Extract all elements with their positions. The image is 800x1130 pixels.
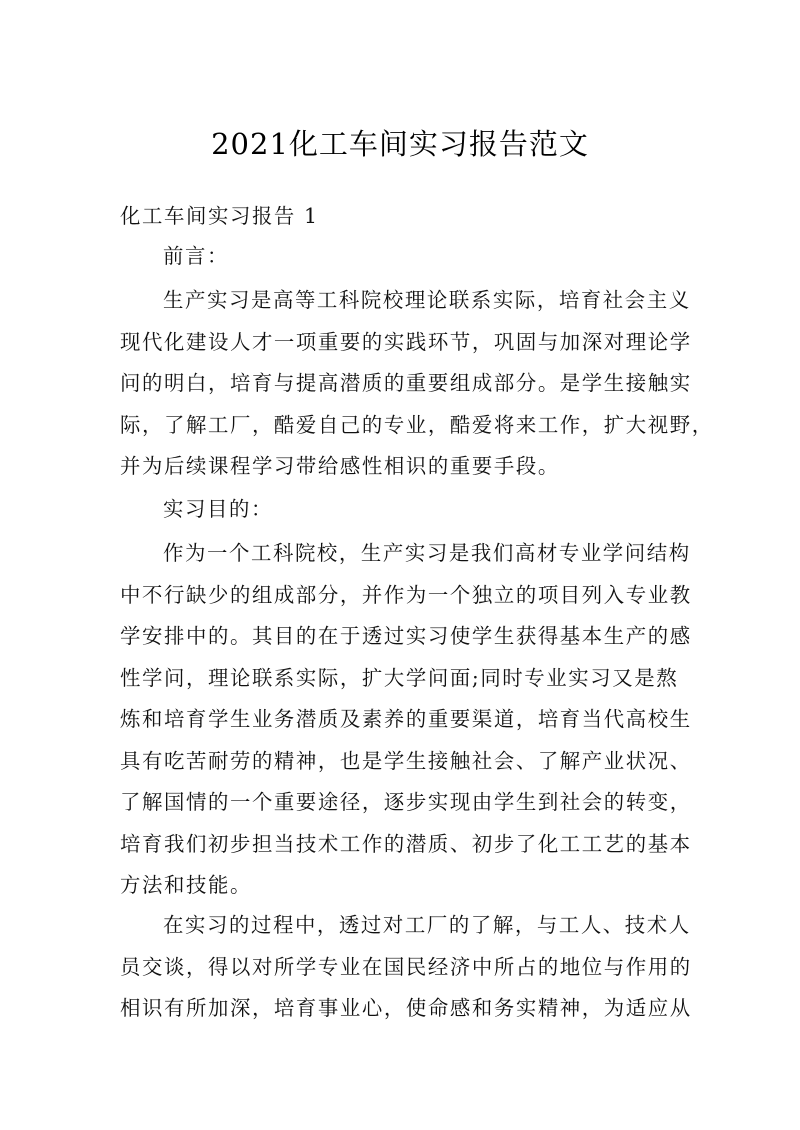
- paragraph-line: 员交谈，得以对所学专业在国民经济中所占的地位与作用的: [120, 954, 692, 979]
- paragraph-line: 具有吃苦耐劳的精神，也是学生接触社会、了解产业状况、: [120, 748, 692, 773]
- paragraph-line: 相识有所加深，培育事业心，使命感和务实精神，为适应从: [120, 996, 692, 1020]
- report-subtitle: 化工车间实习报告 1: [120, 204, 319, 228]
- paragraph-line: 在实习的过程中，透过对工厂的了解，与工人、技术人: [163, 913, 691, 937]
- paragraph-line: 际，了解工厂，酷爱自己的专业，酷爱将来工作，扩大视野，: [120, 412, 714, 437]
- paragraph-line: 问的明白，培育与提高潜质的重要组成部分。是学生接触实: [120, 371, 692, 395]
- paragraph-line: 方法和技能。: [120, 873, 252, 897]
- paragraph-line: 炼和培育学生业务潜质及素养的重要渠道，培育当代高校生: [120, 707, 692, 731]
- process-paragraph: [120, 906, 692, 1031]
- paragraph-line: 中不行缺少的组成部分，并作为一个独立的项目列入专业教: [120, 582, 692, 607]
- preface-paragraph: [120, 281, 714, 489]
- purpose-paragraph: [120, 534, 692, 908]
- purpose-label: 实习目的：: [163, 497, 273, 521]
- paragraph-line: 性学问，理论联系实际，扩大学问面;同时专业实习又是熬: [120, 665, 679, 690]
- paragraph-line: 培育我们初步担当技术工作的潜质、初步了化工工艺的基本: [120, 831, 692, 856]
- paragraph-line: 并为后续课程学习带给感性相识的重要手段。: [120, 454, 560, 478]
- paragraph-line: 现代化建设人才一项重要的实践环节，巩固与加深对理论学: [120, 329, 692, 354]
- paragraph-line: 了解国情的一个重要途径，逐步实现由学生到社会的转变，: [120, 790, 692, 814]
- preface-label: 前言：: [163, 244, 229, 268]
- paragraph-line: 学安排中的。其目的在于透过实习使学生获得基本生产的感: [120, 624, 692, 648]
- paragraph-line: 作为一个工科院校，生产实习是我们高材专业学问结构: [163, 541, 691, 565]
- paragraph-line: 生产实习是高等工科院校理论联系实际，培育社会主义: [163, 288, 691, 312]
- document-title: 2021化工车间实习报告范文: [211, 127, 589, 161]
